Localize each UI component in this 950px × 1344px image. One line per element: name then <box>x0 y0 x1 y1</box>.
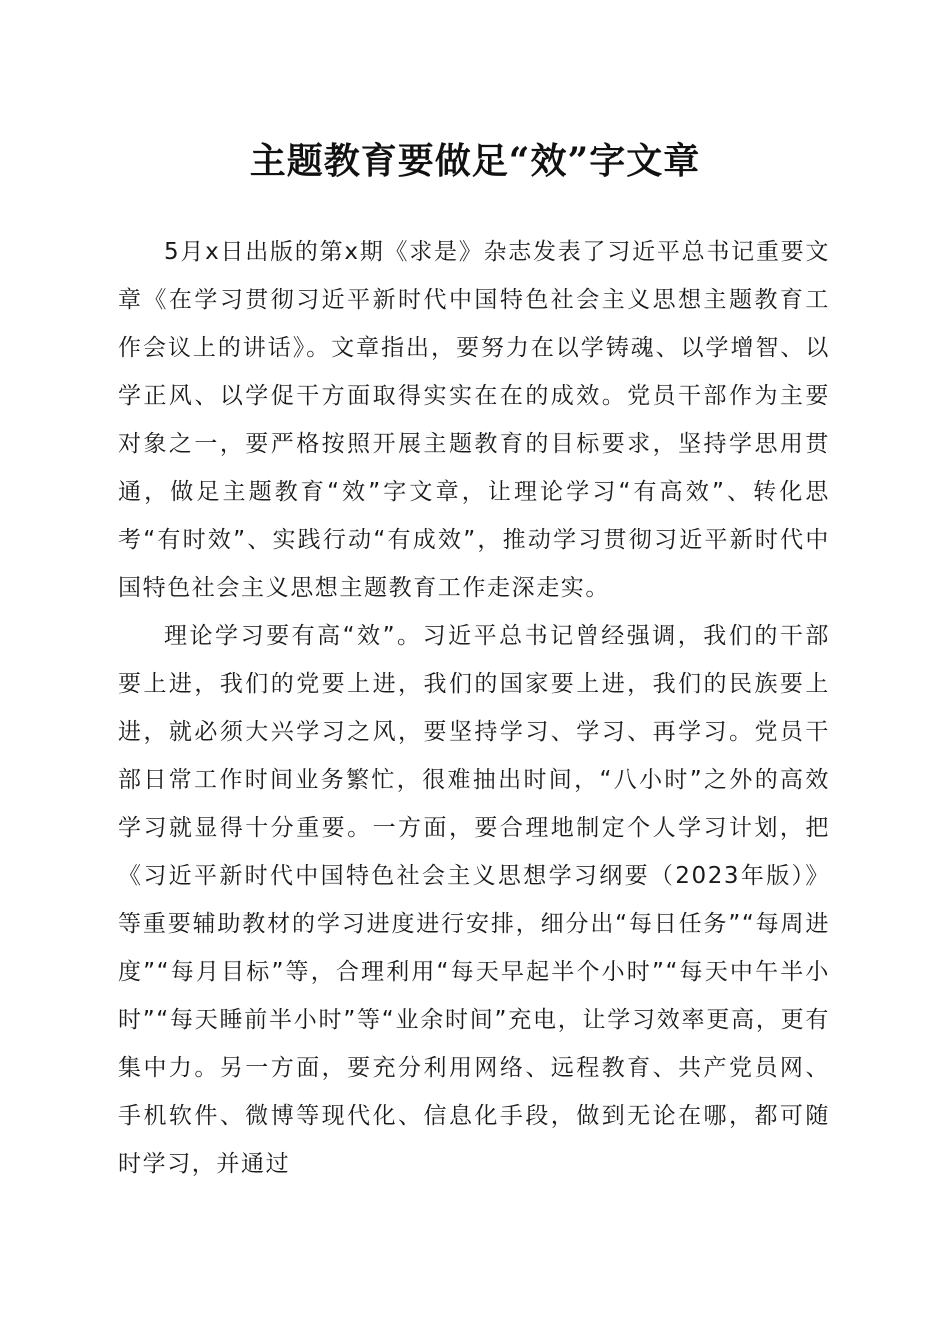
paragraph-1: 5月x日出版的第x期《求是》杂志发表了习近平总书记重要文章《在学习贯彻习近平新时代中国特色社会主义思想主题教育工作会议上的讲话》。文章指出，要努力在以学铸魂、以学增智、以学正风、以学促干方面取得实实在在的成效。党员干部作为主要对象之一，要严格按照开展主题教育的目标要求，坚持学思用贯通，做足主题教育“效”字文章，让理论学习“有高效”、转化思考“有时效”、实践行动“有成效”，推动学习贯彻习近平新时代中国特色社会主义思想主题教育工作走深走实。 <box>118 239 830 601</box>
document-body <box>118 228 830 1188</box>
document-title: 主题教育要做足“效”字文章 <box>249 140 701 182</box>
paragraph-2: 理论学习要有高“效”。习近平总书记曾经强调，我们的干部要上进，我们的党要上进，我们的国家要上进，我们的民族要上进，就必须大兴学习之风，要坚持学习、学习、再学习。党员干部日常工作时间业务繁忙，很难抽出时间，“八小时”之外的高效学习就显得十分重要。一方面，要合理地制定个人学习计划，把《习近平新时代中国特色社会主义思想学习纲要（2023年版）》等重要辅助教材的学习进度进行安排，细分出“每日任务”“每周进度”“每月目标”等，合理利用“每天早起半个小时”“每天中午半小时”“每天睡前半小时”等“业余时间”充电，让学习效率更高，更有集中力。另一方面，要充分利用网络、远程教育、共产党员网、手机软件、微博等现代化、信息化手段，做到无论在哪，都可随时学习，并通过 <box>118 623 830 1177</box>
